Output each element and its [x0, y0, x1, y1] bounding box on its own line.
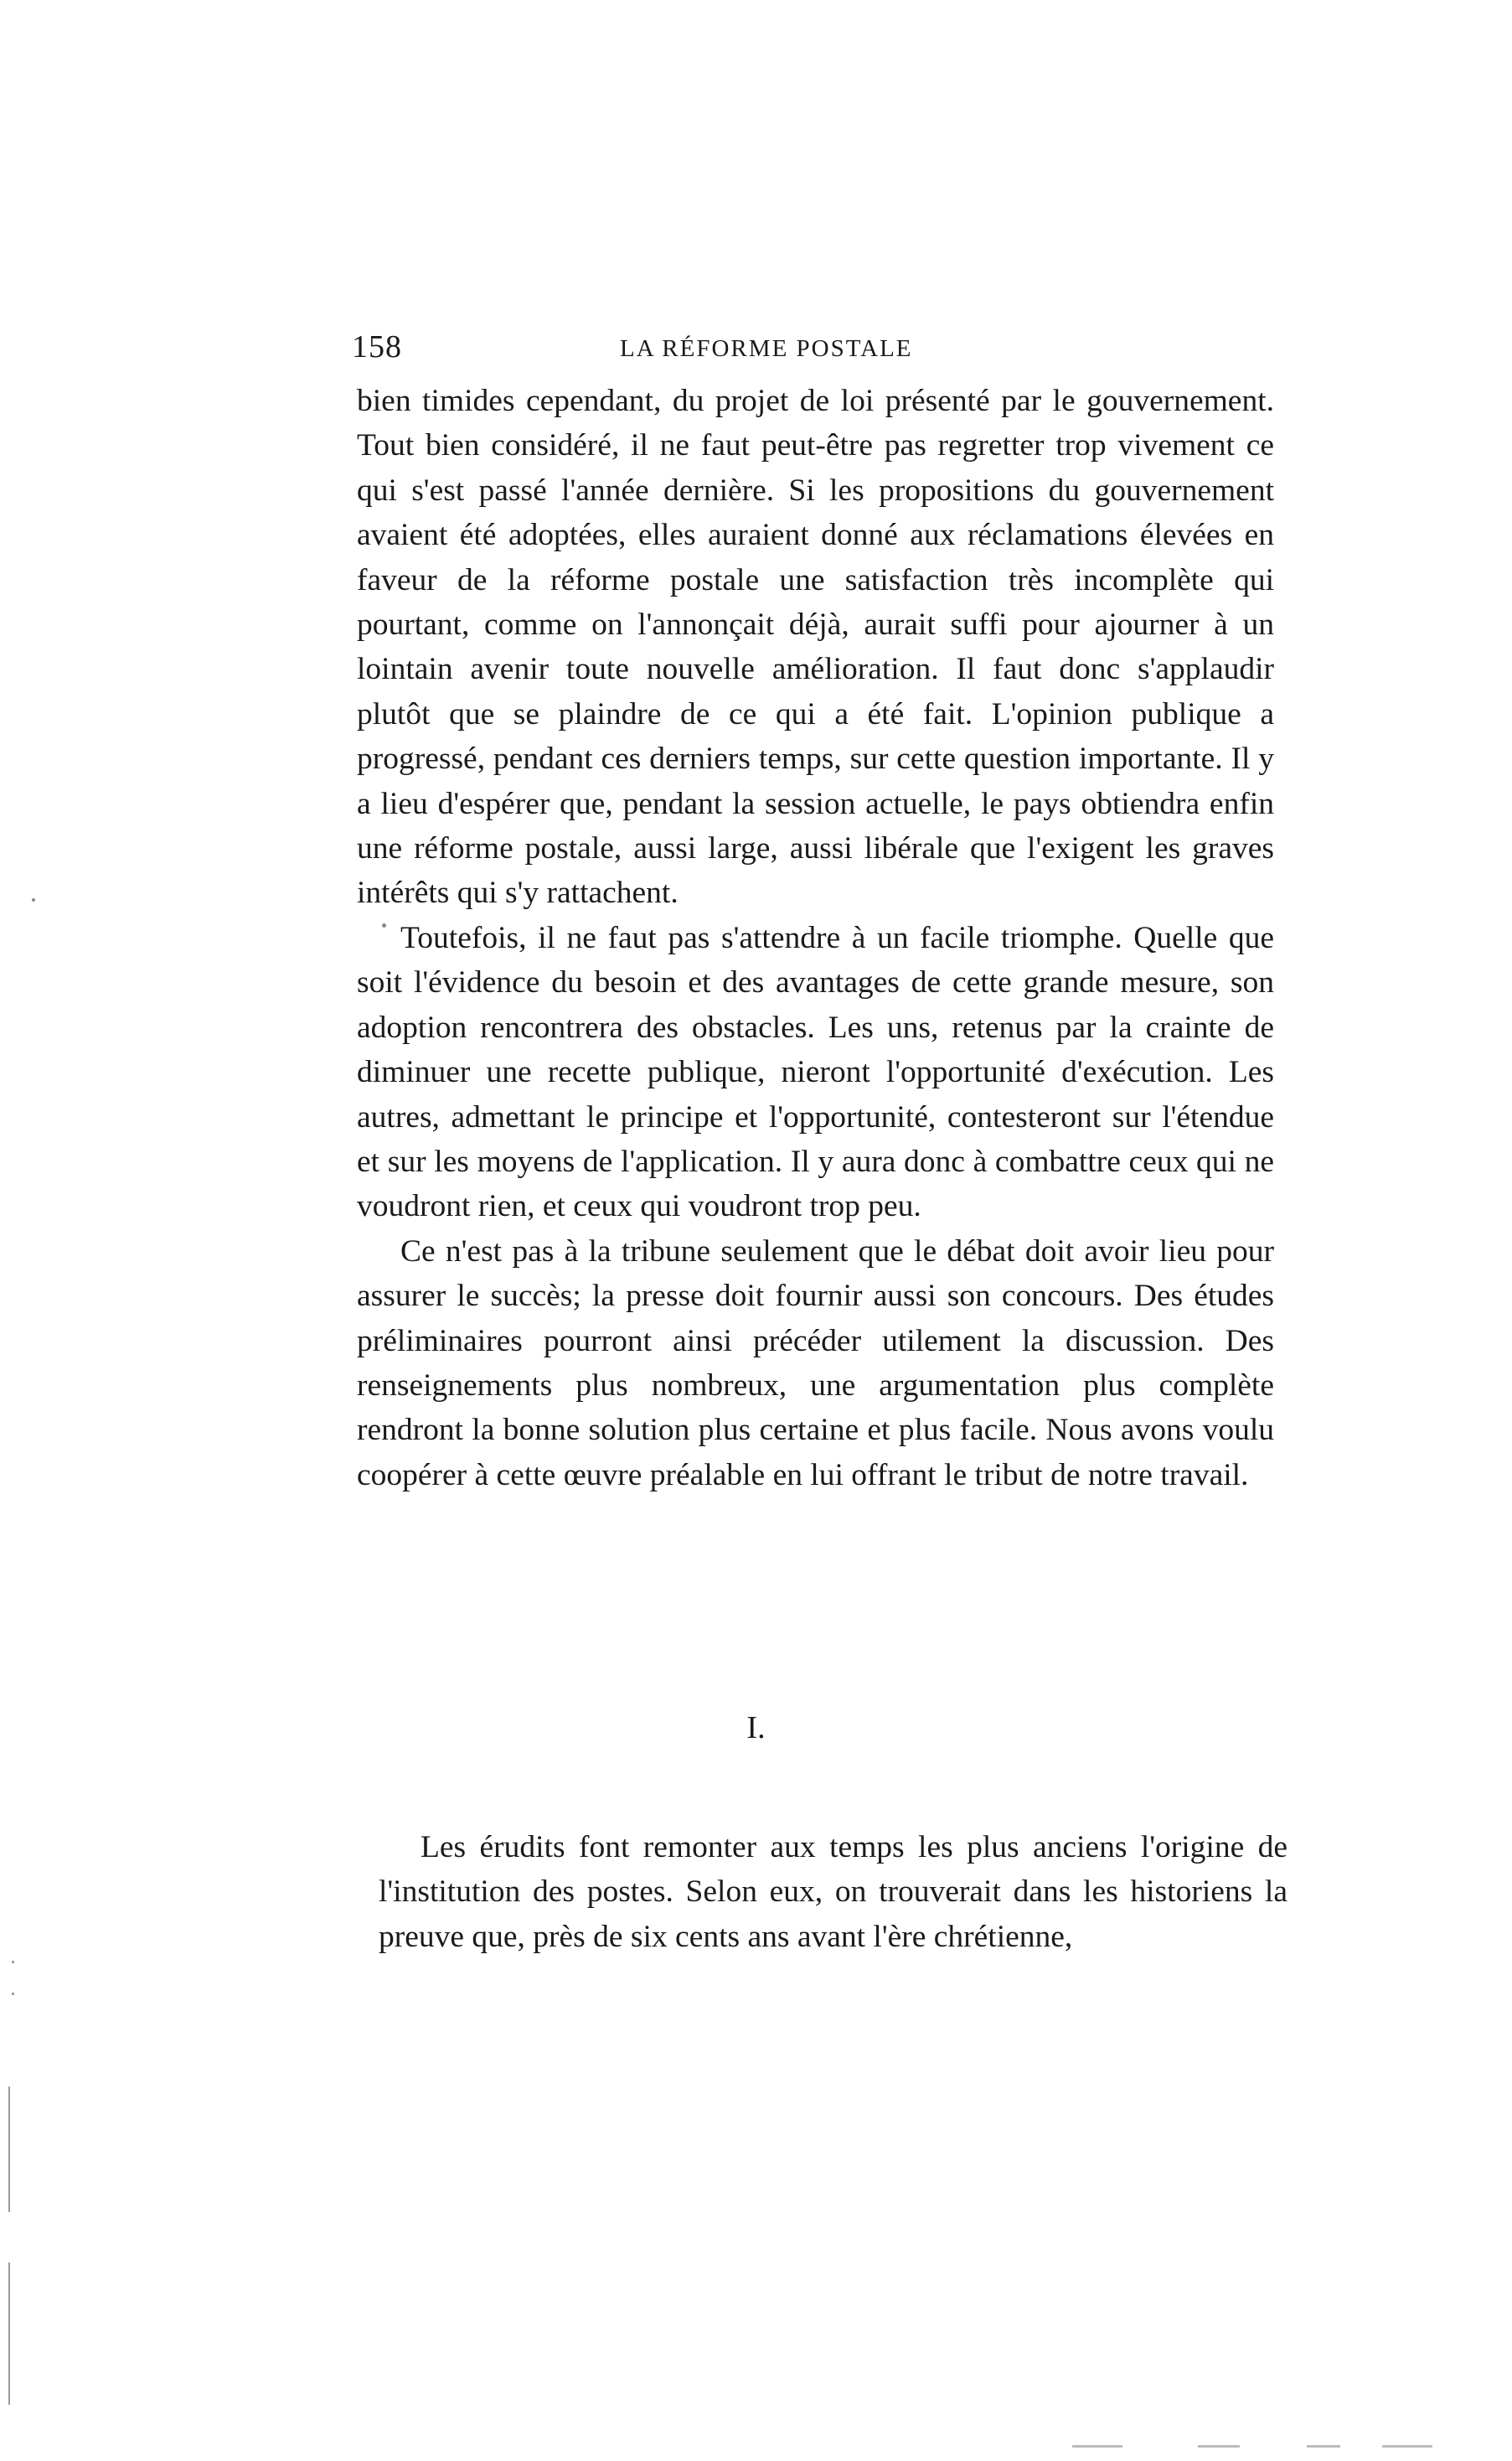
scan-bottom-mark [1198, 2445, 1240, 2448]
section-text-block [379, 1825, 1288, 1959]
scan-bottom-mark [1072, 2445, 1122, 2448]
paragraph-erudits: Les érudits font remonter aux temps les plus anciens l'origine de l'institution des postes. Selon eux, on trouverait dans les historiens la preuve que, près de six cents ans avant l'ère chrétienne, [379, 1830, 1288, 1954]
running-title: LA RÉFORME POSTALE [620, 335, 913, 362]
scan-margin-line [8, 2086, 10, 2212]
page-header [352, 328, 1277, 379]
main-text-block [357, 379, 1274, 1497]
section-heading: I. [746, 1710, 766, 1745]
scan-speck [382, 923, 386, 928]
page-number: 158 [352, 329, 402, 364]
paragraph-toutefois: Toutefois, il ne faut pas s'attendre à un facile triomphe. Quelle que soit l'évidence du besoin et des avantages de cette grande mesure, son adoption rencontrera des obstacles. Les uns, retenus par la crainte de diminuer une recette publique, nieront l'opportunité d'exécution. Les autres, admettant le principe et l'opportunité, contesteront sur l'étendue et sur les moyens de l'application. Il y aura donc à combattre ceux qui ne voudront rien, et ceux qui voudront trop peu. [357, 920, 1274, 1224]
scan-speck [12, 1993, 14, 1995]
paragraph-continuation: bien timides cependant, du projet de loi présenté par le gouvernement. Tout bien considéré, il ne faut peut-être pas regretter trop vivement ce qui s'est passé l'année dernière. Si les propositions du gouvernement avaient été adoptées, elles auraient donné aux réclamations élevées en faveur de la réforme postale une satisfaction très incomplète qui pourtant, comme on l'annonçait déjà, aurait suffi pour ajourner à un lointain avenir toute nouvelle amélioration. Il faut donc s'applaudir plutôt que se plaindre de ce qui a été fait. L'opinion publique a progressé, pendant ces derniers temps, sur cette question importante. Il y a lieu d'espérer que, pendant la session actuelle, le pays obtiendra enfin une réforme postale, aussi large, aussi libérale que l'exigent les graves intérêts qui s'y rattachent. [357, 384, 1274, 911]
scan-bottom-mark [1382, 2445, 1432, 2448]
scan-margin-line [8, 2262, 10, 2405]
paragraph-tribune: Ce n'est pas à la tribune seulement que le débat doit avoir lieu pour assurer le succès; la presse doit fournir aussi son concours. Des études préliminaires pourront ainsi précéder utilement la discussion. Des renseignements plus nombreux, une argumentation plus complète rendront la bonne solution plus certaine et plus facile. Nous avons voulu coopérer à cette œuvre préalable en lui offrant le tribut de notre travail. [357, 1233, 1274, 1492]
scan-bottom-mark [1307, 2445, 1340, 2448]
scan-speck [12, 1961, 14, 1963]
scan-speck [32, 898, 35, 902]
